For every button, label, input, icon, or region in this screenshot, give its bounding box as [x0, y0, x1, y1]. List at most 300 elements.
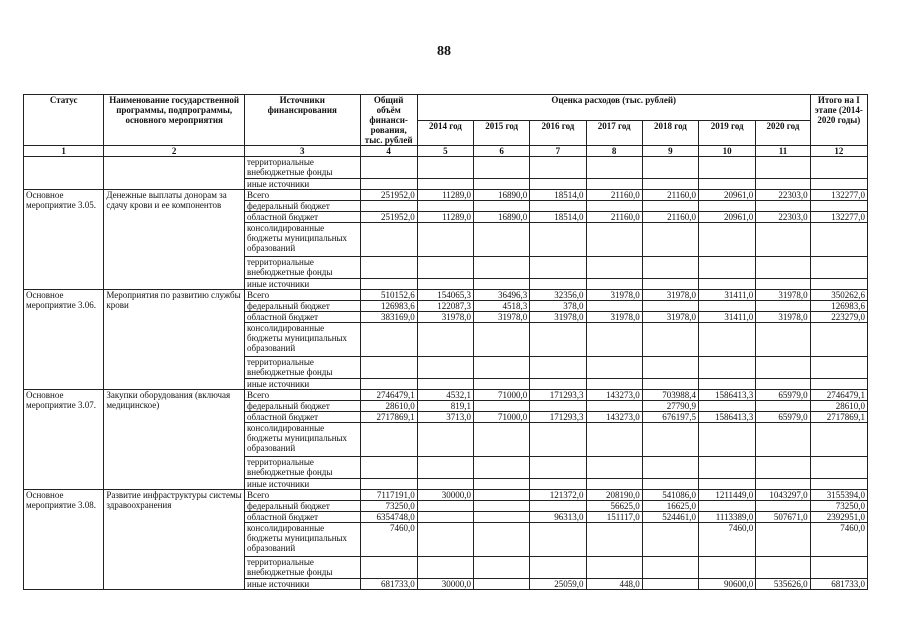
- value-cell: [810, 457, 867, 479]
- name-cell: Развитие инфраструктуры системы здравоохранения: [104, 490, 245, 590]
- value-cell: [474, 457, 530, 479]
- value-cell: [756, 279, 810, 290]
- value-cell: 31978,0: [642, 312, 698, 323]
- header-row-top: [24, 95, 868, 121]
- value-cell: [810, 279, 867, 290]
- value-cell: 126983,6: [810, 301, 867, 312]
- value-cell: [586, 557, 642, 579]
- name-cell: Денежные выплаты донорам за сдачу крови и ее компонентов: [104, 190, 245, 290]
- value-cell: [642, 323, 698, 357]
- value-cell: 819,1: [417, 401, 473, 412]
- value-cell: [586, 523, 642, 557]
- value-cell: [417, 179, 473, 190]
- header-year: 2014 год: [417, 120, 473, 146]
- value-cell: [810, 201, 867, 212]
- value-cell: [699, 357, 756, 379]
- value-cell: 251952,0: [360, 190, 417, 201]
- value-cell: 1211449,0: [699, 490, 756, 501]
- value-cell: [699, 201, 756, 212]
- value-cell: [810, 323, 867, 357]
- value-cell: [642, 579, 698, 590]
- value-cell: 16890,0: [474, 212, 530, 223]
- value-cell: 4532,1: [417, 390, 473, 401]
- value-cell: [756, 523, 810, 557]
- value-cell: 2746479,1: [360, 390, 417, 401]
- value-cell: [360, 157, 417, 179]
- header-year: 2016 год: [530, 120, 586, 146]
- value-cell: 154065,3: [417, 290, 473, 301]
- value-cell: 126983,6: [360, 301, 417, 312]
- value-cell: [699, 401, 756, 412]
- value-cell: [810, 423, 867, 457]
- source-cell: федеральный бюджет: [245, 401, 361, 412]
- value-cell: 25059,0: [530, 579, 586, 590]
- value-cell: [417, 323, 473, 357]
- value-cell: [360, 479, 417, 490]
- value-cell: [474, 423, 530, 457]
- value-cell: 31978,0: [756, 312, 810, 323]
- value-cell: [642, 357, 698, 379]
- value-cell: 36496,3: [474, 290, 530, 301]
- value-cell: 56625,0: [586, 501, 642, 512]
- value-cell: 3155394,0: [810, 490, 867, 501]
- value-cell: 6354748,0: [360, 512, 417, 523]
- value-cell: [474, 501, 530, 512]
- value-cell: 171293,3: [530, 412, 586, 423]
- header-status: Статус: [24, 95, 104, 146]
- value-cell: [586, 423, 642, 457]
- value-cell: 20961,0: [699, 212, 756, 223]
- value-cell: 121372,0: [530, 490, 586, 501]
- value-cell: [756, 401, 810, 412]
- value-cell: 378,0: [530, 301, 586, 312]
- value-cell: [360, 557, 417, 579]
- value-cell: 31978,0: [586, 290, 642, 301]
- value-cell: [642, 379, 698, 390]
- value-cell: [474, 179, 530, 190]
- value-cell: [530, 457, 586, 479]
- value-cell: [417, 157, 473, 179]
- value-cell: [417, 357, 473, 379]
- source-cell: иные источники: [245, 579, 361, 590]
- source-cell: территориальные внебюджетные фонды: [245, 457, 361, 479]
- value-cell: 7460,0: [360, 523, 417, 557]
- value-cell: 27790,9: [642, 401, 698, 412]
- value-cell: [360, 201, 417, 212]
- column-number: 6: [474, 146, 530, 157]
- value-cell: 541086,0: [642, 490, 698, 501]
- column-number: 3: [245, 146, 361, 157]
- source-cell: территориальные внебюджетные фонды: [245, 357, 361, 379]
- value-cell: 21160,0: [586, 190, 642, 201]
- value-cell: [699, 479, 756, 490]
- source-cell: областной бюджет: [245, 312, 361, 323]
- value-cell: 1586413,3: [699, 412, 756, 423]
- value-cell: 96313,0: [530, 512, 586, 523]
- value-cell: 65979,0: [756, 390, 810, 401]
- value-cell: 143273,0: [586, 390, 642, 401]
- value-cell: [474, 323, 530, 357]
- status-cell: Основное мероприятие 3.07.: [24, 390, 104, 490]
- value-cell: 448,0: [586, 579, 642, 590]
- column-number: 12: [810, 146, 867, 157]
- table-row: [24, 490, 868, 501]
- value-cell: [530, 223, 586, 257]
- value-cell: 31978,0: [586, 312, 642, 323]
- header-year: 2019 год: [699, 120, 756, 146]
- value-cell: [642, 457, 698, 479]
- table-body: [24, 157, 868, 590]
- value-cell: 510152,6: [360, 290, 417, 301]
- value-cell: 11289,0: [417, 212, 473, 223]
- value-cell: 2746479,1: [810, 390, 867, 401]
- header-stage-total: Итого на I этапе (2014-2020 годы): [810, 95, 867, 146]
- name-cell: Закупки оборудования (включая медицинское): [104, 390, 245, 490]
- value-cell: 31411,0: [699, 290, 756, 301]
- value-cell: 32356,0: [530, 290, 586, 301]
- source-cell: Всего: [245, 490, 361, 501]
- value-cell: 28610,0: [360, 401, 417, 412]
- source-cell: областной бюджет: [245, 212, 361, 223]
- column-number: 5: [417, 146, 473, 157]
- value-cell: [530, 479, 586, 490]
- name-cell: Мероприятия по развитию службы крови: [104, 290, 245, 390]
- value-cell: [530, 557, 586, 579]
- value-cell: [586, 457, 642, 479]
- value-cell: [474, 479, 530, 490]
- column-number: 11: [756, 146, 810, 157]
- value-cell: 22303,0: [756, 212, 810, 223]
- value-cell: [474, 279, 530, 290]
- value-cell: [699, 457, 756, 479]
- table-row: [24, 390, 868, 401]
- status-cell: Основное мероприятие 3.08.: [24, 490, 104, 590]
- value-cell: [756, 323, 810, 357]
- value-cell: 681733,0: [810, 579, 867, 590]
- column-number: 2: [104, 146, 245, 157]
- value-cell: [417, 512, 473, 523]
- value-cell: [417, 501, 473, 512]
- value-cell: [810, 157, 867, 179]
- value-cell: [699, 223, 756, 257]
- value-cell: [810, 179, 867, 190]
- value-cell: [474, 490, 530, 501]
- value-cell: 31978,0: [417, 312, 473, 323]
- value-cell: 2717869,1: [810, 412, 867, 423]
- value-cell: 28610,0: [810, 401, 867, 412]
- value-cell: [810, 223, 867, 257]
- value-cell: [699, 257, 756, 279]
- value-cell: [810, 379, 867, 390]
- value-cell: [586, 301, 642, 312]
- header-year: 2017 год: [586, 120, 642, 146]
- value-cell: [756, 223, 810, 257]
- value-cell: [474, 357, 530, 379]
- source-cell: консолидированные бюджеты муниципальных образований: [245, 523, 361, 557]
- value-cell: 21160,0: [642, 212, 698, 223]
- value-cell: [810, 357, 867, 379]
- value-cell: [642, 557, 698, 579]
- value-cell: 383169,0: [360, 312, 417, 323]
- value-cell: [642, 523, 698, 557]
- value-cell: [530, 379, 586, 390]
- value-cell: 143273,0: [586, 412, 642, 423]
- name-cell: [104, 157, 245, 190]
- table-row: [24, 190, 868, 201]
- value-cell: [417, 257, 473, 279]
- value-cell: [530, 423, 586, 457]
- value-cell: [530, 357, 586, 379]
- header-estimate: Оценка расходов (тыс. рублей): [417, 95, 810, 121]
- value-cell: [360, 179, 417, 190]
- value-cell: [756, 157, 810, 179]
- source-cell: Всего: [245, 390, 361, 401]
- page-number: 88: [437, 44, 451, 59]
- value-cell: 1113389,0: [699, 512, 756, 523]
- value-cell: 21160,0: [642, 190, 698, 201]
- value-cell: 7117191,0: [360, 490, 417, 501]
- value-cell: [474, 257, 530, 279]
- source-cell: областной бюджет: [245, 512, 361, 523]
- column-number: 8: [586, 146, 642, 157]
- value-cell: [417, 379, 473, 390]
- column-number: 4: [360, 146, 417, 157]
- value-cell: 703988,4: [642, 390, 698, 401]
- value-cell: 31978,0: [530, 312, 586, 323]
- value-cell: 30000,0: [417, 579, 473, 590]
- value-cell: [586, 401, 642, 412]
- column-number-row: [24, 146, 868, 157]
- value-cell: [417, 201, 473, 212]
- value-cell: 18514,0: [530, 212, 586, 223]
- value-cell: 151117,0: [586, 512, 642, 523]
- value-cell: 30000,0: [417, 490, 473, 501]
- value-cell: 16890,0: [474, 190, 530, 201]
- value-cell: [474, 579, 530, 590]
- value-cell: [586, 179, 642, 190]
- value-cell: [756, 257, 810, 279]
- value-cell: [530, 501, 586, 512]
- value-cell: 20961,0: [699, 190, 756, 201]
- value-cell: [474, 201, 530, 212]
- value-cell: 122087,3: [417, 301, 473, 312]
- value-cell: [756, 357, 810, 379]
- header-total: Общий объём финанси- рования, тыс. рублей: [360, 95, 417, 146]
- value-cell: 507671,0: [756, 512, 810, 523]
- value-cell: 73250,0: [810, 501, 867, 512]
- value-cell: [474, 157, 530, 179]
- value-cell: [756, 179, 810, 190]
- value-cell: [810, 557, 867, 579]
- value-cell: [586, 357, 642, 379]
- value-cell: 132277,0: [810, 190, 867, 201]
- source-cell: территориальные внебюджетные фонды: [245, 257, 361, 279]
- source-cell: федеральный бюджет: [245, 301, 361, 312]
- value-cell: 223279,0: [810, 312, 867, 323]
- header-name: Наименование государственной программы, подпрограммы, основного мероприятия: [104, 95, 245, 146]
- header-year: 2018 год: [642, 120, 698, 146]
- value-cell: [530, 201, 586, 212]
- value-cell: [642, 423, 698, 457]
- value-cell: [586, 323, 642, 357]
- status-cell: Основное мероприятие 3.06.: [24, 290, 104, 390]
- source-cell: консолидированные бюджеты муниципальных образований: [245, 323, 361, 357]
- value-cell: [810, 257, 867, 279]
- value-cell: [417, 223, 473, 257]
- column-number: 7: [530, 146, 586, 157]
- value-cell: [417, 423, 473, 457]
- value-cell: [756, 301, 810, 312]
- column-number: 1: [24, 146, 104, 157]
- value-cell: [417, 457, 473, 479]
- source-cell: территориальные внебюджетные фонды: [245, 557, 361, 579]
- value-cell: [642, 301, 698, 312]
- source-cell: иные источники: [245, 279, 361, 290]
- value-cell: [360, 223, 417, 257]
- budget-table: [23, 94, 868, 590]
- value-cell: [530, 157, 586, 179]
- value-cell: [699, 323, 756, 357]
- value-cell: [474, 523, 530, 557]
- value-cell: 1586413,3: [699, 390, 756, 401]
- value-cell: [417, 523, 473, 557]
- header-year: 2020 год: [756, 120, 810, 146]
- value-cell: [756, 557, 810, 579]
- value-cell: [474, 379, 530, 390]
- value-cell: [360, 279, 417, 290]
- value-cell: [756, 201, 810, 212]
- value-cell: [530, 323, 586, 357]
- value-cell: [360, 379, 417, 390]
- value-cell: [810, 479, 867, 490]
- value-cell: [417, 557, 473, 579]
- value-cell: [756, 457, 810, 479]
- value-cell: 535626,0: [756, 579, 810, 590]
- value-cell: 31978,0: [642, 290, 698, 301]
- value-cell: [642, 479, 698, 490]
- source-cell: областной бюджет: [245, 412, 361, 423]
- source-cell: иные источники: [245, 479, 361, 490]
- value-cell: 90600,0: [699, 579, 756, 590]
- value-cell: 676197,5: [642, 412, 698, 423]
- value-cell: [474, 401, 530, 412]
- value-cell: [699, 379, 756, 390]
- value-cell: 3713,0: [417, 412, 473, 423]
- value-cell: [699, 179, 756, 190]
- value-cell: [586, 201, 642, 212]
- value-cell: 71000,0: [474, 390, 530, 401]
- source-cell: консолидированные бюджеты муниципальных образований: [245, 223, 361, 257]
- value-cell: [699, 501, 756, 512]
- source-cell: Всего: [245, 290, 361, 301]
- value-cell: [756, 501, 810, 512]
- column-number: 9: [642, 146, 698, 157]
- value-cell: [642, 279, 698, 290]
- value-cell: [530, 523, 586, 557]
- value-cell: [530, 401, 586, 412]
- value-cell: [642, 157, 698, 179]
- value-cell: 1043297,0: [756, 490, 810, 501]
- value-cell: 21160,0: [586, 212, 642, 223]
- value-cell: 22303,0: [756, 190, 810, 201]
- column-number: 10: [699, 146, 756, 157]
- value-cell: 2717869,1: [360, 412, 417, 423]
- value-cell: 2392951,0: [810, 512, 867, 523]
- value-cell: 132277,0: [810, 212, 867, 223]
- source-cell: консолидированные бюджеты муниципальных образований: [245, 423, 361, 457]
- value-cell: [530, 257, 586, 279]
- value-cell: [586, 223, 642, 257]
- value-cell: [360, 423, 417, 457]
- source-cell: федеральный бюджет: [245, 501, 361, 512]
- value-cell: 350262,6: [810, 290, 867, 301]
- status-cell: Основное мероприятие 3.05.: [24, 190, 104, 290]
- value-cell: 31411,0: [699, 312, 756, 323]
- value-cell: 71000,0: [474, 412, 530, 423]
- value-cell: 65979,0: [756, 412, 810, 423]
- value-cell: 208190,0: [586, 490, 642, 501]
- value-cell: [756, 379, 810, 390]
- value-cell: [642, 179, 698, 190]
- value-cell: [642, 201, 698, 212]
- value-cell: [699, 557, 756, 579]
- value-cell: [474, 512, 530, 523]
- value-cell: 7460,0: [810, 523, 867, 557]
- value-cell: [360, 457, 417, 479]
- value-cell: [360, 323, 417, 357]
- value-cell: [699, 423, 756, 457]
- value-cell: [586, 379, 642, 390]
- source-cell: Всего: [245, 190, 361, 201]
- value-cell: [699, 301, 756, 312]
- value-cell: 11289,0: [417, 190, 473, 201]
- value-cell: 31978,0: [474, 312, 530, 323]
- value-cell: 4518,3: [474, 301, 530, 312]
- table-row: [24, 157, 868, 179]
- value-cell: [360, 357, 417, 379]
- value-cell: 18514,0: [530, 190, 586, 201]
- value-cell: [699, 157, 756, 179]
- value-cell: 171293,3: [530, 390, 586, 401]
- value-cell: [699, 279, 756, 290]
- value-cell: [360, 257, 417, 279]
- value-cell: [756, 479, 810, 490]
- value-cell: [642, 223, 698, 257]
- value-cell: [474, 223, 530, 257]
- value-cell: 524461,0: [642, 512, 698, 523]
- value-cell: 73250,0: [360, 501, 417, 512]
- source-cell: иные источники: [245, 179, 361, 190]
- value-cell: [642, 257, 698, 279]
- source-cell: территориальные внебюджетные фонды: [245, 157, 361, 179]
- value-cell: [586, 257, 642, 279]
- status-cell: [24, 157, 104, 190]
- value-cell: 16625,0: [642, 501, 698, 512]
- source-cell: иные источники: [245, 379, 361, 390]
- source-cell: федеральный бюджет: [245, 201, 361, 212]
- value-cell: [586, 279, 642, 290]
- value-cell: 31978,0: [756, 290, 810, 301]
- value-cell: [474, 557, 530, 579]
- value-cell: [586, 479, 642, 490]
- value-cell: 681733,0: [360, 579, 417, 590]
- value-cell: [417, 479, 473, 490]
- table-row: [24, 290, 868, 301]
- value-cell: 7460,0: [699, 523, 756, 557]
- value-cell: [586, 157, 642, 179]
- value-cell: [756, 423, 810, 457]
- value-cell: 251952,0: [360, 212, 417, 223]
